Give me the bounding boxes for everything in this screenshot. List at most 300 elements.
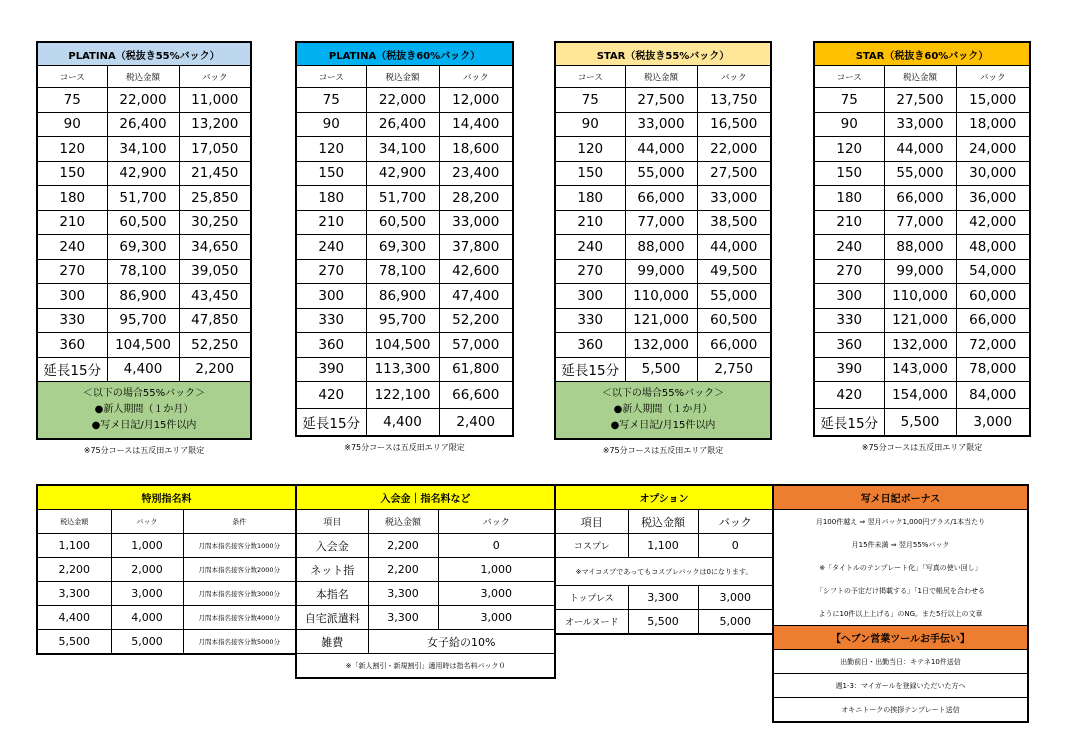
value-cell: 69,300 [366, 235, 439, 260]
table-row [296, 582, 555, 606]
misc-value: 女子給の10% [368, 630, 555, 654]
table-row [37, 630, 296, 655]
value-cell: 2,200 [368, 558, 438, 582]
row-label-cell: 90 [555, 112, 625, 137]
value-cell: 18,600 [439, 137, 513, 162]
value-cell: 15,000 [956, 88, 1030, 113]
column-header: 税込金額 [366, 66, 439, 88]
table-row [814, 259, 1030, 284]
table-row [814, 210, 1030, 235]
value-cell: 5,500 [625, 357, 697, 382]
value-cell: 22,000 [697, 137, 771, 162]
row-label-cell: 4,400 [37, 606, 111, 630]
rate-table-platina-55 [36, 41, 252, 456]
footnote: ※75分コースは五反田エリア限定 [344, 443, 465, 452]
table-row [37, 112, 251, 137]
value-cell: 3,000 [698, 586, 773, 610]
bonus-line: 月15件未満 ⇒ 翌月55%バック [773, 533, 1028, 556]
green-note-line: ●写メ日記/月15件以内 [610, 420, 716, 431]
value-cell: 24,000 [956, 137, 1030, 162]
value-cell: 132,000 [625, 333, 697, 358]
row-label-cell: 420 [296, 382, 366, 409]
table-row [814, 186, 1030, 211]
value-cell: 61,800 [439, 357, 513, 382]
row-label-cell: 330 [37, 308, 107, 333]
value-cell: 1,000 [111, 534, 183, 558]
value-cell: 78,000 [956, 357, 1030, 382]
value-cell: 3,000 [111, 582, 183, 606]
row-label-cell: 自宅派遣料 [296, 606, 368, 630]
value-cell: 17,050 [179, 137, 251, 162]
row-label-cell: 210 [37, 210, 107, 235]
table-row [37, 333, 251, 358]
row-label-cell: ネット指 [296, 558, 368, 582]
table-row [814, 284, 1030, 309]
table-row [555, 112, 771, 137]
row-label-cell: 2,200 [37, 558, 111, 582]
row-label-cell: 延長15分 [814, 409, 884, 437]
heaven-line: オキニトークの挨拶テンプレート送信 [773, 698, 1028, 723]
row-label-cell: 330 [814, 308, 884, 333]
value-cell: 55,000 [697, 284, 771, 309]
value-cell: 2,750 [697, 357, 771, 382]
value-cell: 78,100 [107, 259, 179, 284]
table-row [555, 137, 771, 162]
table-row [814, 88, 1030, 113]
option-table [554, 484, 774, 635]
value-cell: 84,000 [956, 382, 1030, 409]
row-label-cell: 3,300 [37, 582, 111, 606]
value-cell: 42,600 [439, 259, 513, 284]
table-row [555, 586, 773, 610]
value-cell: 11,000 [179, 88, 251, 113]
rate-table-star-60 [813, 41, 1031, 453]
bonus-table [772, 484, 1029, 723]
value-cell: 34,100 [107, 137, 179, 162]
value-cell: 122,100 [366, 382, 439, 409]
row-label-cell: 延長15分 [37, 357, 107, 382]
table-row [37, 88, 251, 113]
value-cell: 39,050 [179, 259, 251, 284]
value-cell: 21,450 [179, 161, 251, 186]
table-row [37, 558, 296, 582]
table-row [555, 88, 771, 113]
option-back: 0 [698, 534, 773, 558]
row-label-cell: 270 [296, 259, 366, 284]
value-cell: 2,400 [439, 409, 513, 437]
table-row [37, 534, 296, 558]
table-row [37, 357, 251, 382]
table-row [814, 333, 1030, 358]
value-cell: 22,000 [366, 88, 439, 113]
value-cell: 121,000 [625, 308, 697, 333]
value-cell: 月間本指名接客分数3000分 [183, 582, 296, 606]
table-row [555, 308, 771, 333]
footnote: ※75分コースは五反田エリア限定 [861, 443, 983, 452]
column-header: コース [296, 66, 366, 88]
value-cell: 13,750 [697, 88, 771, 113]
value-cell: 44,000 [625, 137, 697, 162]
column-header: バック [111, 510, 183, 534]
value-cell: 48,000 [956, 235, 1030, 260]
column-header: 税込金額 [368, 510, 438, 534]
row-label-cell: 180 [37, 186, 107, 211]
value-cell: 5,000 [111, 630, 183, 655]
table-row [37, 210, 251, 235]
table-row [296, 112, 513, 137]
row-label-cell: 330 [555, 308, 625, 333]
row-label-cell: 入会金 [296, 534, 368, 558]
row-label-cell: 150 [555, 161, 625, 186]
row-label-cell: 360 [296, 333, 366, 358]
table-row [814, 409, 1030, 437]
green-note-line: ●新人期間（１か月） [94, 404, 194, 415]
table-row [37, 284, 251, 309]
value-cell: 3,000 [438, 606, 555, 630]
value-cell: 37,800 [439, 235, 513, 260]
value-cell: 44,000 [884, 137, 956, 162]
table-title: PLATINA（税抜き60%バック） [296, 42, 513, 66]
row-label-cell: トップレス [555, 586, 628, 610]
value-cell: 66,000 [697, 333, 771, 358]
row-label-cell: 75 [555, 88, 625, 113]
column-header: コース [37, 66, 107, 88]
table-row [296, 284, 513, 309]
green-note-line: ＜以下の場合55%バック＞ [82, 388, 206, 399]
table-row [555, 186, 771, 211]
row-label-cell: 300 [814, 284, 884, 309]
value-cell: 55,000 [884, 161, 956, 186]
row-label-cell: 270 [555, 259, 625, 284]
value-cell: 113,300 [366, 357, 439, 382]
value-cell: 33,000 [625, 112, 697, 137]
value-cell: 52,200 [439, 308, 513, 333]
row-label-cell: 240 [555, 235, 625, 260]
heaven-title: 【ヘブン営業ツールお手伝い】 [773, 626, 1028, 650]
value-cell: 104,500 [366, 333, 439, 358]
value-cell: 77,000 [884, 210, 956, 235]
table-row [37, 308, 251, 333]
table-row [37, 606, 296, 630]
value-cell: 30,250 [179, 210, 251, 235]
table-row [555, 259, 771, 284]
value-cell: 4,400 [366, 409, 439, 437]
value-cell: 60,500 [107, 210, 179, 235]
value-cell: 3,000 [438, 582, 555, 606]
value-cell: 99,000 [884, 259, 956, 284]
column-header: バック [179, 66, 251, 88]
green-note [555, 382, 771, 440]
value-cell: 66,600 [439, 382, 513, 409]
table-row [296, 88, 513, 113]
table-row [296, 357, 513, 382]
value-cell: 47,400 [439, 284, 513, 309]
value-cell: 52,250 [179, 333, 251, 358]
value-cell: 121,000 [884, 308, 956, 333]
row-label-cell: 300 [555, 284, 625, 309]
column-header: 税込金額 [884, 66, 956, 88]
value-cell: 51,700 [366, 186, 439, 211]
table-row [37, 137, 251, 162]
value-cell: 42,900 [366, 161, 439, 186]
row-label-cell: 210 [814, 210, 884, 235]
value-cell: 18,000 [956, 112, 1030, 137]
column-header: バック [698, 510, 773, 534]
value-cell: 72,000 [956, 333, 1030, 358]
value-cell: 57,000 [439, 333, 513, 358]
value-cell: 104,500 [107, 333, 179, 358]
value-cell: 88,000 [625, 235, 697, 260]
value-cell: 132,000 [884, 333, 956, 358]
value-cell: 4,000 [111, 606, 183, 630]
row-label-cell: 420 [814, 382, 884, 409]
row-label-cell: 90 [296, 112, 366, 137]
value-cell: 33,000 [884, 112, 956, 137]
table-row [296, 333, 513, 358]
row-label-cell: 270 [37, 259, 107, 284]
column-header: バック [439, 66, 513, 88]
row-label-cell: 300 [37, 284, 107, 309]
row-label-cell: 90 [814, 112, 884, 137]
value-cell: 26,400 [107, 112, 179, 137]
table-row [296, 137, 513, 162]
row-label-cell: 延長15分 [296, 409, 366, 437]
value-cell: 26,400 [366, 112, 439, 137]
column-header: 税込金額 [107, 66, 179, 88]
bonus-line: 月100件越え ⇒ 翌月バック1,000円プラス/1本当たり [773, 510, 1028, 534]
value-cell: 30,000 [956, 161, 1030, 186]
value-cell: 5,500 [884, 409, 956, 437]
footnote: ※75分コースは五反田エリア限定 [83, 446, 205, 455]
value-cell: 154,000 [884, 382, 956, 409]
row-label-cell: 120 [37, 137, 107, 162]
value-cell: 16,500 [697, 112, 771, 137]
column-header: 条件 [183, 510, 296, 534]
row-label-cell: オールヌード [555, 610, 628, 635]
value-cell: 60,500 [697, 308, 771, 333]
table-row [37, 186, 251, 211]
row-label-cell: 150 [37, 161, 107, 186]
misc-label: 雑費 [296, 630, 368, 654]
value-cell: 14,400 [439, 112, 513, 137]
row-label-cell: 延長15分 [555, 357, 625, 382]
value-cell: 月間本指名接客分数1000分 [183, 534, 296, 558]
value-cell: 36,000 [956, 186, 1030, 211]
rate-table-star-55 [554, 41, 772, 456]
value-cell: 33,000 [697, 186, 771, 211]
table-title: 入会金｜指名料など [296, 485, 555, 510]
special-shimei-table [36, 484, 297, 655]
value-cell: 月間本指名接客分数4000分 [183, 606, 296, 630]
value-cell: 23,400 [439, 161, 513, 186]
table-title: STAR（税抜き60%バック） [814, 42, 1030, 66]
option-note: ※マイコスプであってもコスプレバックは0になります。 [555, 558, 773, 586]
value-cell: 60,500 [366, 210, 439, 235]
value-cell: 55,000 [625, 161, 697, 186]
value-cell: 34,650 [179, 235, 251, 260]
table-row [37, 161, 251, 186]
value-cell: 22,000 [107, 88, 179, 113]
value-cell: 43,450 [179, 284, 251, 309]
value-cell: 27,500 [625, 88, 697, 113]
value-cell: 2,200 [368, 534, 438, 558]
table-row [555, 210, 771, 235]
value-cell: 月間本指名接客分数5000分 [183, 630, 296, 655]
value-cell: 2,000 [111, 558, 183, 582]
value-cell: 3,300 [628, 586, 698, 610]
row-label-cell: 本指名 [296, 582, 368, 606]
row-label-cell: 75 [296, 88, 366, 113]
option-item: コスプレ [555, 534, 628, 558]
table-row [37, 259, 251, 284]
admission-fee-table [295, 484, 556, 679]
value-cell: 66,000 [625, 186, 697, 211]
row-label-cell: 390 [814, 357, 884, 382]
value-cell: 86,900 [366, 284, 439, 309]
value-cell: 4,400 [107, 357, 179, 382]
row-label-cell: 5,500 [37, 630, 111, 655]
row-label-cell: 150 [296, 161, 366, 186]
column-header: 項目 [296, 510, 368, 534]
row-label-cell: 360 [814, 333, 884, 358]
value-cell: 38,500 [697, 210, 771, 235]
row-label-cell: 120 [555, 137, 625, 162]
row-label-cell: 360 [555, 333, 625, 358]
table-row [814, 112, 1030, 137]
row-label-cell: 90 [37, 112, 107, 137]
table-row [296, 382, 513, 409]
row-label-cell: 210 [296, 210, 366, 235]
row-label-cell: 240 [814, 235, 884, 260]
table-title: PLATINA（税抜き55%バック） [37, 42, 251, 66]
row-label-cell: 360 [37, 333, 107, 358]
table-row [814, 235, 1030, 260]
table-row [296, 534, 555, 558]
column-header: 税込金額 [37, 510, 111, 534]
table-row [814, 137, 1030, 162]
table-row [814, 161, 1030, 186]
value-cell: 3,000 [956, 409, 1030, 437]
row-label-cell: 330 [296, 308, 366, 333]
bonus-line: ※「タイトルのテンプレート化」「写真の使い回し」 [773, 556, 1028, 579]
table-title: 写メ日記ボーナス [773, 485, 1028, 510]
table-title: STAR（税抜き55%バック） [555, 42, 771, 66]
row-label-cell: 75 [37, 88, 107, 113]
value-cell: 月間本指名接客分数2000分 [183, 558, 296, 582]
column-header: 税込金額 [625, 66, 697, 88]
row-label-cell: 1,100 [37, 534, 111, 558]
table-row [555, 357, 771, 382]
value-cell: 27,500 [884, 88, 956, 113]
value-cell: 44,000 [697, 235, 771, 260]
option-price: 1,100 [628, 534, 698, 558]
value-cell: 69,300 [107, 235, 179, 260]
column-header: バック [438, 510, 555, 534]
table-row [37, 582, 296, 606]
value-cell: 42,000 [956, 210, 1030, 235]
value-cell: 47,850 [179, 308, 251, 333]
nyukai-note: ※「新人割引・新規割引」適用時は指名料バック０ [296, 654, 555, 679]
value-cell: 34,100 [366, 137, 439, 162]
column-header: バック [956, 66, 1030, 88]
row-label-cell: 210 [555, 210, 625, 235]
value-cell: 110,000 [884, 284, 956, 309]
column-header: コース [814, 66, 884, 88]
row-label-cell: 270 [814, 259, 884, 284]
bonus-line: ように10件以上上げる」のNG。また5行以上の文章 [773, 602, 1028, 626]
bonus-line: 「シフトの予定だけ掲載する」「1日で帳尻を合わせる [773, 579, 1028, 602]
value-cell: 143,000 [884, 357, 956, 382]
green-note-line: ＜以下の場合55%バック＞ [601, 388, 725, 399]
column-header: バック [697, 66, 771, 88]
green-note-line: ●新人期間（１か月） [613, 404, 713, 415]
heaven-line: 週1-3：マイガールを登録いただいた方へ [773, 674, 1028, 698]
table-row [814, 382, 1030, 409]
column-header: 税込金額 [628, 510, 698, 534]
value-cell: 2,200 [179, 357, 251, 382]
row-label-cell: 180 [296, 186, 366, 211]
table-row [296, 259, 513, 284]
table-row [555, 161, 771, 186]
row-label-cell: 75 [814, 88, 884, 113]
value-cell: 3,300 [368, 582, 438, 606]
value-cell: 51,700 [107, 186, 179, 211]
rate-table-platina-60 [295, 41, 514, 453]
row-label-cell: 240 [37, 235, 107, 260]
value-cell: 13,200 [179, 112, 251, 137]
row-label-cell: 120 [814, 137, 884, 162]
row-label-cell: 180 [814, 186, 884, 211]
column-header: 項目 [555, 510, 628, 534]
table-row [296, 409, 513, 437]
footnote: ※75分コースは五反田エリア限定 [602, 446, 724, 455]
value-cell: 95,700 [107, 308, 179, 333]
value-cell: 78,100 [366, 259, 439, 284]
value-cell: 54,000 [956, 259, 1030, 284]
column-header: コース [555, 66, 625, 88]
row-label-cell: 150 [814, 161, 884, 186]
value-cell: 95,700 [366, 308, 439, 333]
value-cell: 99,000 [625, 259, 697, 284]
table-row [296, 606, 555, 630]
value-cell: 0 [438, 534, 555, 558]
row-label-cell: 240 [296, 235, 366, 260]
value-cell: 28,200 [439, 186, 513, 211]
row-label-cell: 120 [296, 137, 366, 162]
value-cell: 3,300 [368, 606, 438, 630]
green-note [37, 382, 251, 440]
table-row [555, 284, 771, 309]
table-row [37, 235, 251, 260]
table-row [814, 308, 1030, 333]
table-title: 特別指名料 [37, 485, 296, 510]
table-row [296, 161, 513, 186]
value-cell: 27,500 [697, 161, 771, 186]
value-cell: 1,000 [438, 558, 555, 582]
row-label-cell: 390 [296, 357, 366, 382]
table-row [296, 558, 555, 582]
table-row [296, 308, 513, 333]
value-cell: 66,000 [956, 308, 1030, 333]
value-cell: 66,000 [884, 186, 956, 211]
value-cell: 49,500 [697, 259, 771, 284]
value-cell: 110,000 [625, 284, 697, 309]
heaven-line: 出勤前日・出勤当日：キテネ10件送信 [773, 650, 1028, 674]
value-cell: 25,850 [179, 186, 251, 211]
table-row [555, 235, 771, 260]
table-row [296, 210, 513, 235]
table-row [555, 610, 773, 635]
